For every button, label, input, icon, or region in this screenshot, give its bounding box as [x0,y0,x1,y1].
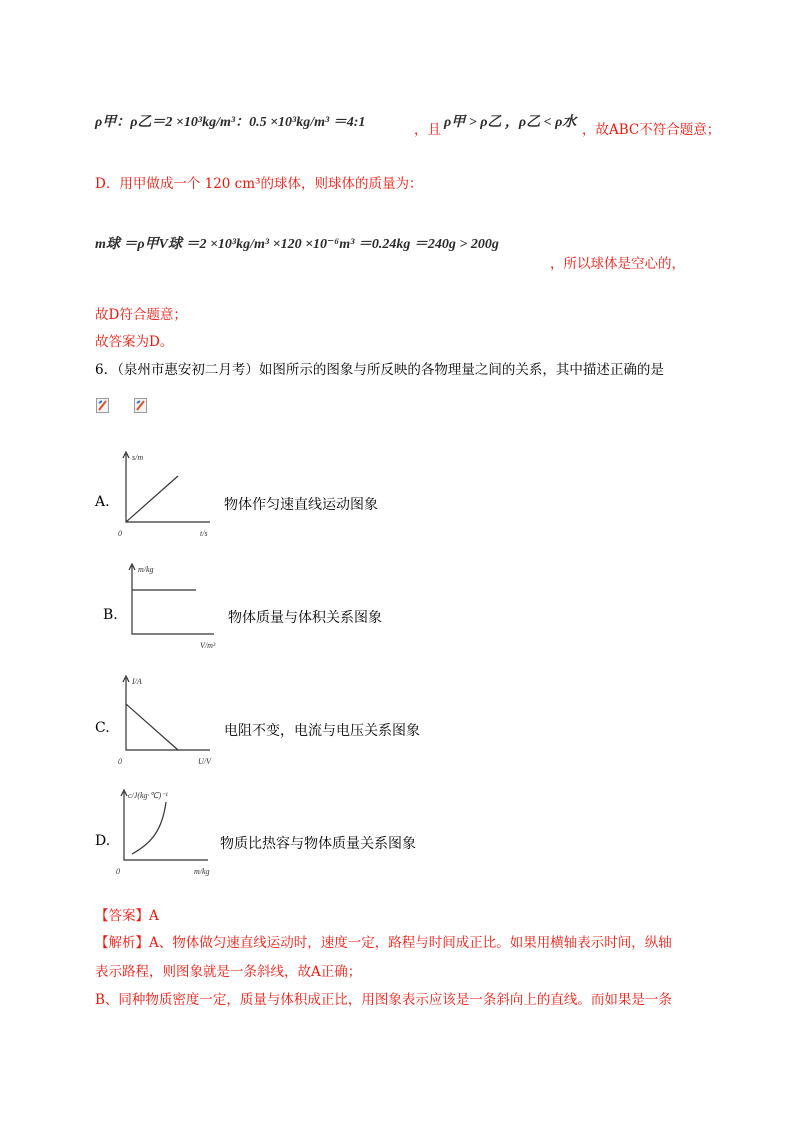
hollow-conclusion: ，所以球体是空心的， [550,256,685,272]
y-axis-label: m/kg [138,565,154,574]
broken-image-icon [134,398,148,418]
d-conclusion: 故D符合题意； [95,307,187,323]
graph-c [112,672,224,766]
axes [126,454,210,522]
x-axis-label: t/s [200,529,208,538]
y-axis-label: s/m [132,453,144,462]
option-a-desc: 物体作匀速直线运动图象 [224,497,378,513]
x-axis-label: V/m³ [200,641,216,650]
origin-label: 0 [116,867,120,876]
origin-label: 0 [118,757,122,766]
axes [132,566,214,634]
line-proportional [126,476,178,522]
option-d-statement: D．用甲做成一个 120 cm³的球体，则球体的质量为： [95,176,423,192]
analysis-line-2: 表示路程，则图象就是一条斜线，故A正确； [95,964,362,980]
option-c-desc: 电阻不变，电流与电压关系图象 [224,723,420,739]
answer-d-line: 故答案为D。 [95,334,174,350]
axes [126,678,210,750]
question-stem: 6．（泉州市惠安初二月考）如图所示的图象与所反映的各物理量之间的关系，其中描述正确的是 [95,362,664,378]
line-decreasing [126,704,178,750]
graph-a [112,448,222,540]
answer-label: 【答案】A [95,908,159,924]
option-b-letter: B. [103,607,118,623]
and-text: ，且 [414,122,441,138]
density-comparison: ρ甲 > ρ乙 ，ρ乙 < ρ水 [444,115,577,130]
origin-label: 0 [118,529,122,538]
y-axis-label: I/A [132,677,142,686]
analysis-line-1: 【解析】A、物体做匀速直线运动时，速度一定，路程与时间成正比。如果用横轴表示时间，纵轴 [95,935,672,951]
graph-d [110,782,228,882]
option-a-letter: A. [95,494,110,510]
option-d-desc: 物质比热容与物体质量关系图象 [220,836,416,852]
x-axis-label: U/V [198,757,211,766]
curve-increasing [132,802,166,854]
option-d-letter: D. [95,833,111,849]
graph-b [118,560,228,652]
option-b-desc: 物体质量与体积关系图象 [228,610,382,626]
y-axis-label: c/J(kg·℃)⁻¹ [128,791,168,800]
ball-mass-equation: m球 ＝ρ甲V球 ＝2 ×10³kg/m³ ×120 ×10⁻⁶m³ ＝0.24kg ＝240g > 200g [95,237,499,252]
broken-image-icon [96,398,110,418]
abc-conclusion: ，故ABC不符合题意； [582,122,721,138]
option-c-letter: C. [95,720,110,736]
density-ratio-equation: ρ甲：ρ乙＝2 ×10³kg/m³：0.5 ×10³kg/m³ ＝4:1 [95,115,366,130]
x-axis-label: m/kg [194,867,210,876]
analysis-line-3: B、同种物质密度一定，质量与体积成正比，用图象表示应该是一条斜向上的直线。而如果是一条 [95,992,672,1008]
